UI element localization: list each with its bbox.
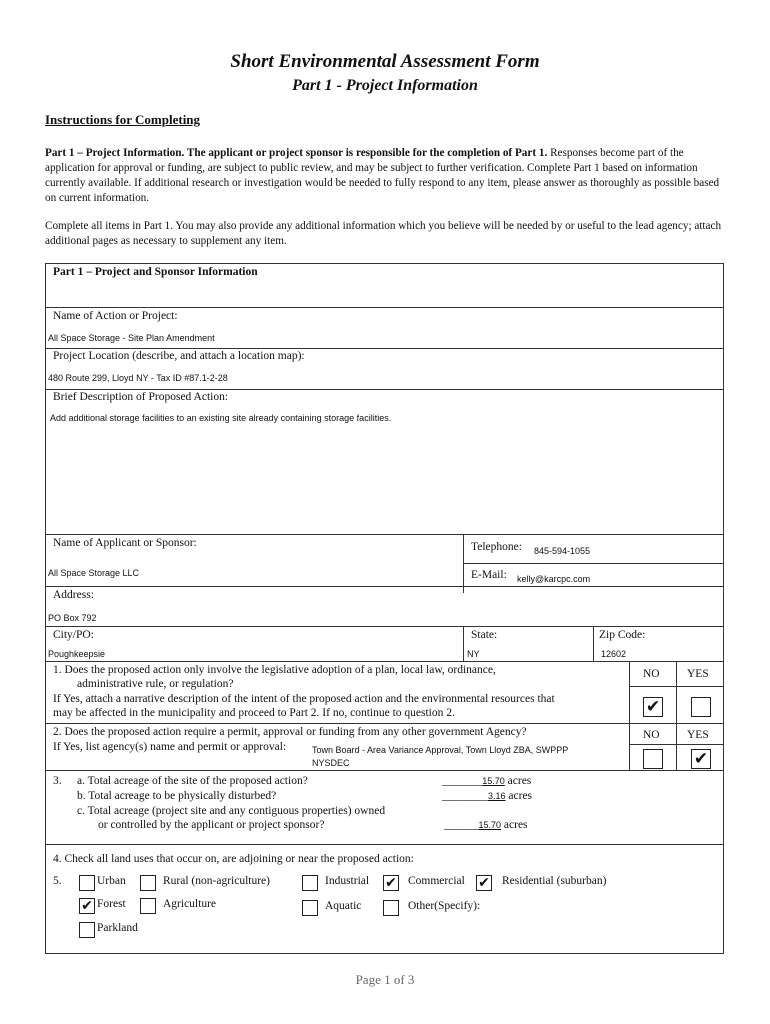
rural-checkbox[interactable] bbox=[140, 875, 156, 891]
agriculture-label: Agriculture bbox=[163, 898, 217, 910]
divider bbox=[46, 844, 723, 845]
zip-label: Zip Code: bbox=[599, 629, 646, 641]
q3a-acres bbox=[442, 775, 531, 787]
q3b-value[interactable]: 3.16 bbox=[488, 791, 506, 801]
q2-text-line2: If Yes, list agency(s) name and permit or approval: bbox=[53, 741, 287, 753]
aquatic-label: Aquatic bbox=[325, 900, 362, 912]
section-title: Part 1 – Project and Sponsor Information bbox=[53, 266, 258, 278]
applicant-label: Name of Applicant or Sponsor: bbox=[53, 537, 197, 549]
project-location-label: Project Location (describe, and attach a location map): bbox=[53, 350, 305, 362]
q3b-unit: acres bbox=[508, 790, 533, 802]
residential-label: Residential (suburban) bbox=[502, 875, 607, 887]
q1-no-label: NO bbox=[643, 668, 660, 680]
divider bbox=[46, 723, 723, 724]
q3a-text: a. Total acreage of the site of the proposed action? bbox=[77, 775, 308, 787]
instructions-paragraph-2: Complete all items in Part 1. You may also provide any additional information which you believe will be needed by or useful to the lead agency; attach additional pages as necessary to supplement any item. bbox=[45, 220, 722, 247]
q2-text-line1: 2. Does the proposed action require a permit, approval or funding from any other government Agency? bbox=[53, 726, 527, 738]
q3b-text: b. Total acreage to be physically disturbed? bbox=[77, 790, 277, 802]
other-label: Other(Specify): bbox=[408, 900, 481, 912]
q3a-value[interactable]: 15.70 bbox=[482, 776, 505, 786]
q3b-acres bbox=[442, 790, 532, 802]
instructions-bold-lead: Part 1 – Project Information. The applicant or project sponsor is responsible for the completion of Part 1. bbox=[45, 147, 548, 159]
agriculture-checkbox[interactable] bbox=[140, 898, 156, 914]
address-field[interactable]: PO Box 792 bbox=[48, 613, 97, 623]
q1-text-line1: 1. Does the proposed action only involve the legislative adoption of a plan, local law, ordinance, bbox=[53, 664, 496, 676]
aquatic-checkbox[interactable] bbox=[302, 900, 318, 916]
instructions-paragraph-1 bbox=[45, 146, 725, 206]
divider bbox=[629, 686, 723, 687]
project-location-field[interactable]: 480 Route 299, Lloyd NY - Tax ID #87.1-2-28 bbox=[48, 373, 228, 383]
q3c-acres bbox=[444, 819, 528, 831]
address-label: Address: bbox=[53, 589, 94, 601]
telephone-field[interactable]: 845-594-1055 bbox=[534, 546, 591, 556]
divider bbox=[46, 534, 723, 535]
project-sponsor-form bbox=[45, 263, 724, 954]
q3-number: 3. bbox=[53, 775, 62, 787]
divider bbox=[629, 723, 630, 770]
q5-number: 5. bbox=[53, 875, 62, 887]
q3b-underline: ________ bbox=[442, 790, 488, 802]
instructions-heading: Instructions for Completing bbox=[45, 112, 201, 127]
divider bbox=[46, 389, 723, 390]
q1-yes-checkbox[interactable] bbox=[691, 697, 711, 717]
instructions-body: Responses become part of the application for approval or funding, are subject to public review, and may be subject to further verification. Complete Part 1 based on information currently available. If additional research or investigation would be needed to fully respond to any item, please answer as thoroughly as possible based on current information. bbox=[45, 147, 720, 204]
q3c-unit: acres bbox=[503, 819, 528, 831]
q4-text: 4. Check all land uses that occur on, are adjoining or near the proposed action: bbox=[53, 853, 414, 865]
q3c-text-line1: c. Total acreage (project site and any contiguous properties) owned bbox=[77, 805, 386, 817]
divider bbox=[46, 307, 723, 308]
divider bbox=[46, 626, 723, 627]
parkland-checkbox[interactable] bbox=[79, 922, 95, 938]
divider bbox=[629, 661, 630, 723]
description-field[interactable]: Add additional storage facilities to an existing site already containing storage facilities. bbox=[50, 413, 392, 423]
commercial-checkbox[interactable]: ✔ bbox=[383, 875, 399, 891]
q2-agencies-line2[interactable]: NYSDEC bbox=[312, 758, 350, 768]
forest-label: Forest bbox=[97, 898, 126, 910]
divider bbox=[46, 586, 723, 587]
q3c-value[interactable]: 15.70 bbox=[478, 820, 502, 830]
telephone-label: Telephone: bbox=[471, 541, 522, 553]
q3a-unit: acres bbox=[507, 775, 532, 787]
q1-yes-label: YES bbox=[687, 668, 709, 680]
divider bbox=[463, 563, 723, 564]
industrial-checkbox[interactable] bbox=[302, 875, 318, 891]
divider bbox=[46, 661, 723, 662]
q2-no-label: NO bbox=[643, 729, 660, 741]
q3a-underline: _______ bbox=[442, 775, 483, 787]
q3c-text-line2: or controlled by the applicant or project sponsor? bbox=[98, 819, 325, 831]
name-of-action-field[interactable]: All Space Storage - Site Plan Amendment bbox=[48, 333, 215, 343]
city-label: City/PO: bbox=[53, 629, 94, 641]
email-field[interactable]: kelly@karcpc.com bbox=[517, 574, 591, 584]
q1-no-checkbox[interactable]: ✔ bbox=[643, 697, 663, 717]
zip-field[interactable]: 12602 bbox=[601, 649, 627, 659]
q3c-underline: ______ bbox=[444, 819, 479, 831]
urban-label: Urban bbox=[97, 875, 126, 887]
q2-yes-checkbox[interactable]: ✔ bbox=[691, 749, 711, 769]
divider bbox=[676, 661, 677, 723]
divider bbox=[46, 348, 723, 349]
city-field[interactable]: Poughkeepsie bbox=[48, 649, 106, 659]
state-label: State: bbox=[471, 629, 498, 641]
divider bbox=[46, 770, 723, 771]
forest-checkbox[interactable]: ✔ bbox=[79, 898, 95, 914]
urban-checkbox[interactable] bbox=[79, 875, 95, 891]
applicant-field[interactable]: All Space Storage LLC bbox=[48, 568, 140, 578]
q1-text-line2: administrative rule, or regulation? bbox=[77, 678, 234, 690]
q2-yes-label: YES bbox=[687, 729, 709, 741]
industrial-label: Industrial bbox=[325, 875, 370, 887]
divider bbox=[676, 723, 677, 770]
q2-agencies-line1[interactable]: Town Board - Area Variance Approval, Town Lloyd ZBA, SWPPP bbox=[312, 745, 569, 755]
divider bbox=[629, 744, 723, 745]
form-title: Short Environmental Assessment Form bbox=[230, 51, 540, 72]
page-number: Page 1 of 3 bbox=[355, 972, 415, 987]
parkland-label: Parkland bbox=[97, 922, 138, 934]
email-label: E-Mail: bbox=[471, 569, 507, 581]
q1-text-line4: may be affected in the municipality and proceed to Part 2. If no, continue to question 2. bbox=[53, 707, 455, 719]
q1-text-line3: If Yes, attach a narrative description of the intent of the proposed action and the environmental resources that bbox=[53, 693, 555, 705]
state-field[interactable]: NY bbox=[467, 649, 480, 659]
name-of-action-label: Name of Action or Project: bbox=[53, 310, 178, 322]
form-subtitle: Part 1 - Project Information bbox=[292, 77, 478, 94]
divider bbox=[593, 626, 594, 661]
divider bbox=[463, 626, 464, 661]
description-label: Brief Description of Proposed Action: bbox=[53, 391, 229, 403]
rural-label: Rural (non-agriculture) bbox=[163, 875, 270, 887]
q2-no-checkbox[interactable] bbox=[643, 749, 663, 769]
residential-checkbox[interactable]: ✔ bbox=[476, 875, 492, 891]
commercial-label: Commercial bbox=[408, 875, 465, 887]
other-checkbox[interactable] bbox=[383, 900, 399, 916]
